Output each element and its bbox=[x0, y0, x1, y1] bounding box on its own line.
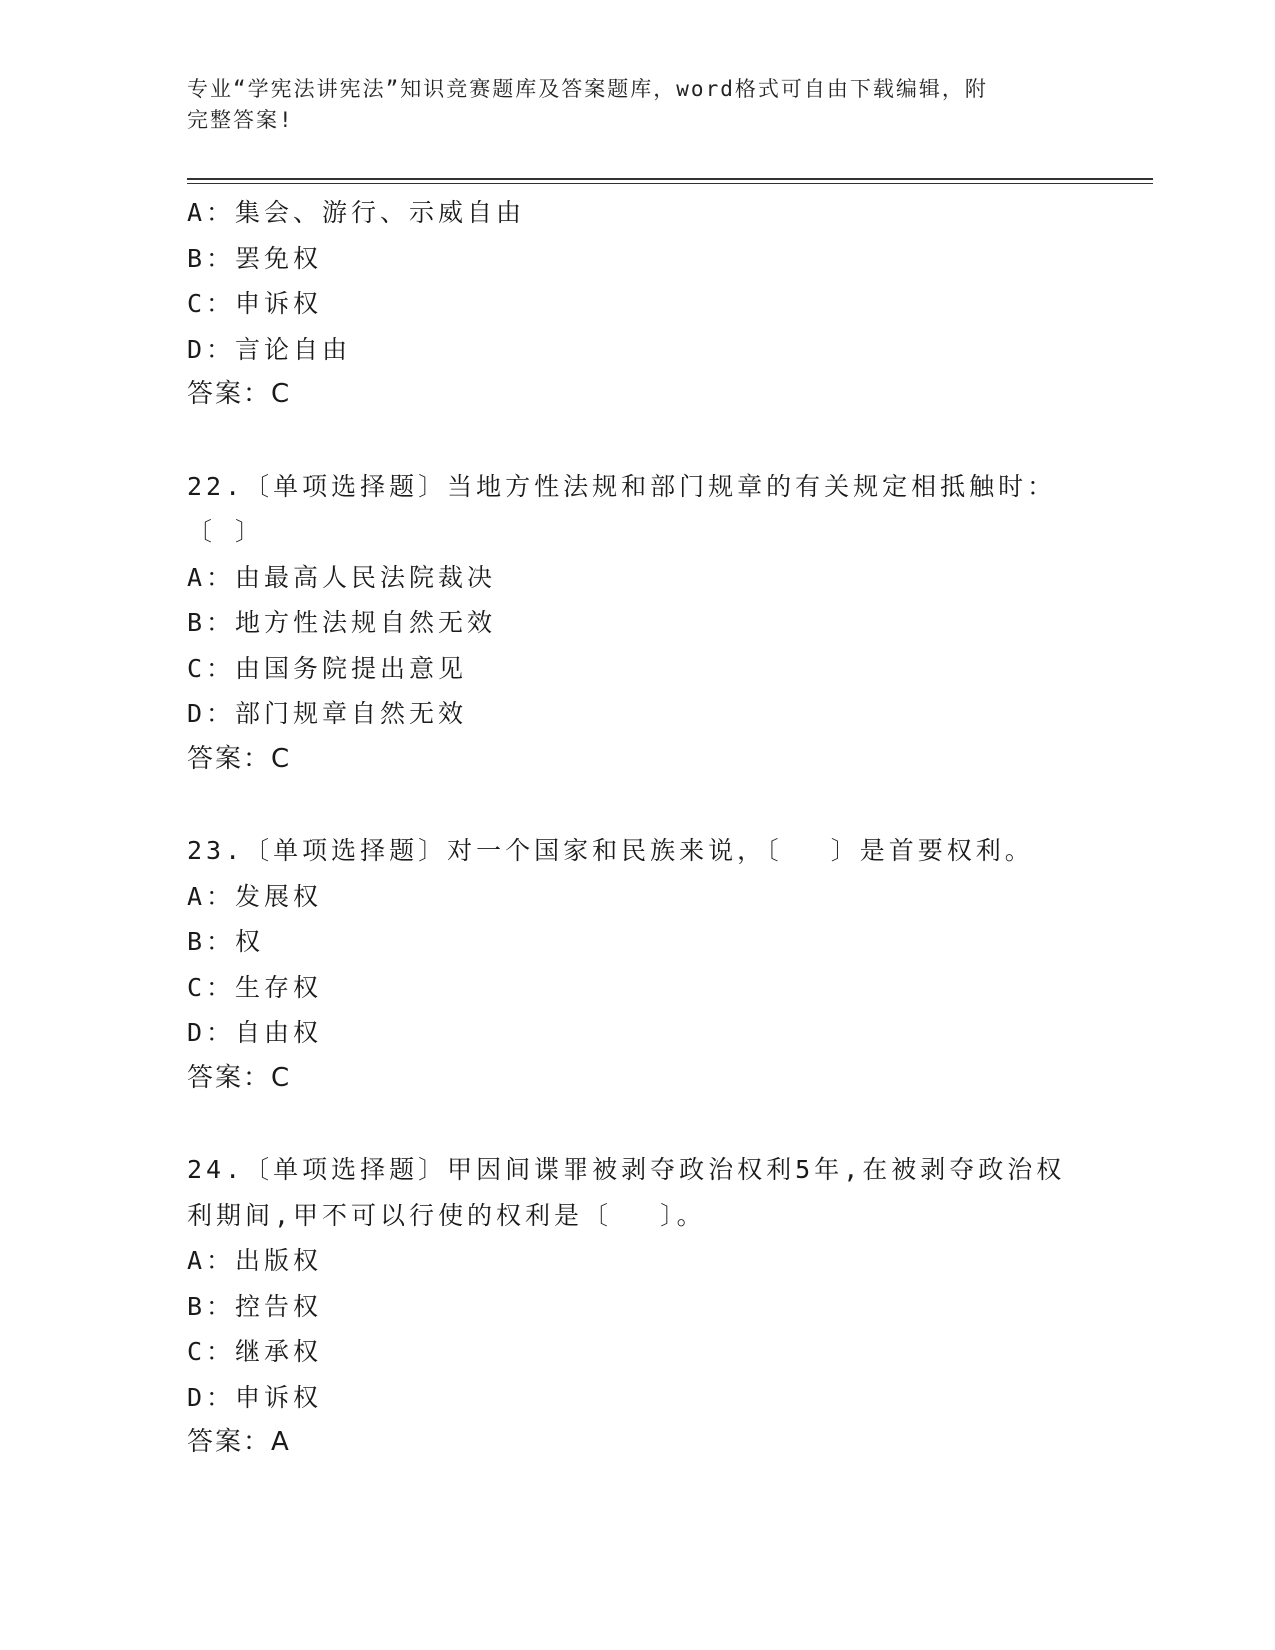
option-a: A：出版权 bbox=[187, 1246, 323, 1275]
option-a: A：发展权 bbox=[187, 881, 323, 911]
question-text: 24.〔单项选择题〕甲因间谍罪被剥夺政治权利5年,在被剥夺政治权利期间,甲不可以行使的权利是〔 〕。 bbox=[187, 1155, 1066, 1230]
question-text: 22.〔单项选择题〕当地方性法规和部门规章的有关规定相抵触时：〔 〕 bbox=[187, 471, 1057, 546]
option-a: A：由最高人民法院裁决 bbox=[187, 562, 497, 592]
header-line-2: 完整答案! bbox=[187, 108, 294, 132]
spacer bbox=[187, 418, 1067, 464]
header-divider-thin bbox=[187, 183, 1153, 184]
option-c: C：继承权 bbox=[187, 1337, 323, 1366]
option-d: D：言论自由 bbox=[187, 334, 352, 364]
header-divider-thick bbox=[187, 178, 1153, 180]
option-b: B：地方性法规自然无效 bbox=[187, 608, 497, 637]
header-line-1: 专业“学宪法讲宪法”知识竞赛题库及答案题库，word格式可自由下载编辑，附 bbox=[187, 77, 988, 101]
answer: 答案：C bbox=[187, 743, 292, 774]
question-22 bbox=[187, 464, 1067, 783]
answer: 答案：C bbox=[187, 379, 292, 409]
option-d: D：部门规章自然无效 bbox=[187, 699, 468, 728]
spacer bbox=[187, 782, 1067, 828]
question-list bbox=[187, 190, 1067, 1466]
question-23 bbox=[187, 828, 1067, 1101]
option-c: C：由国务院提出意见 bbox=[187, 653, 468, 683]
option-b: B：权 bbox=[187, 927, 265, 956]
answer: 答案：C bbox=[187, 1062, 292, 1093]
option-c: C：申诉权 bbox=[187, 289, 323, 318]
question-24 bbox=[187, 1147, 1067, 1466]
option-d: D：自由权 bbox=[187, 1018, 323, 1047]
document-header bbox=[187, 74, 1067, 136]
option-a: A：集会、游行、示威自由 bbox=[187, 198, 526, 227]
option-c: C：生存权 bbox=[187, 972, 323, 1002]
spacer bbox=[187, 1101, 1067, 1147]
option-b: B：罢免权 bbox=[187, 243, 323, 273]
answer: 答案：A bbox=[187, 1427, 291, 1457]
option-b: B：控告权 bbox=[187, 1291, 323, 1321]
option-d: D：申诉权 bbox=[187, 1382, 323, 1412]
question-text: 23.〔单项选择题〕对一个国家和民族来说，〔 〕是首要权利。 bbox=[187, 836, 1034, 865]
question-21 bbox=[187, 190, 1067, 418]
